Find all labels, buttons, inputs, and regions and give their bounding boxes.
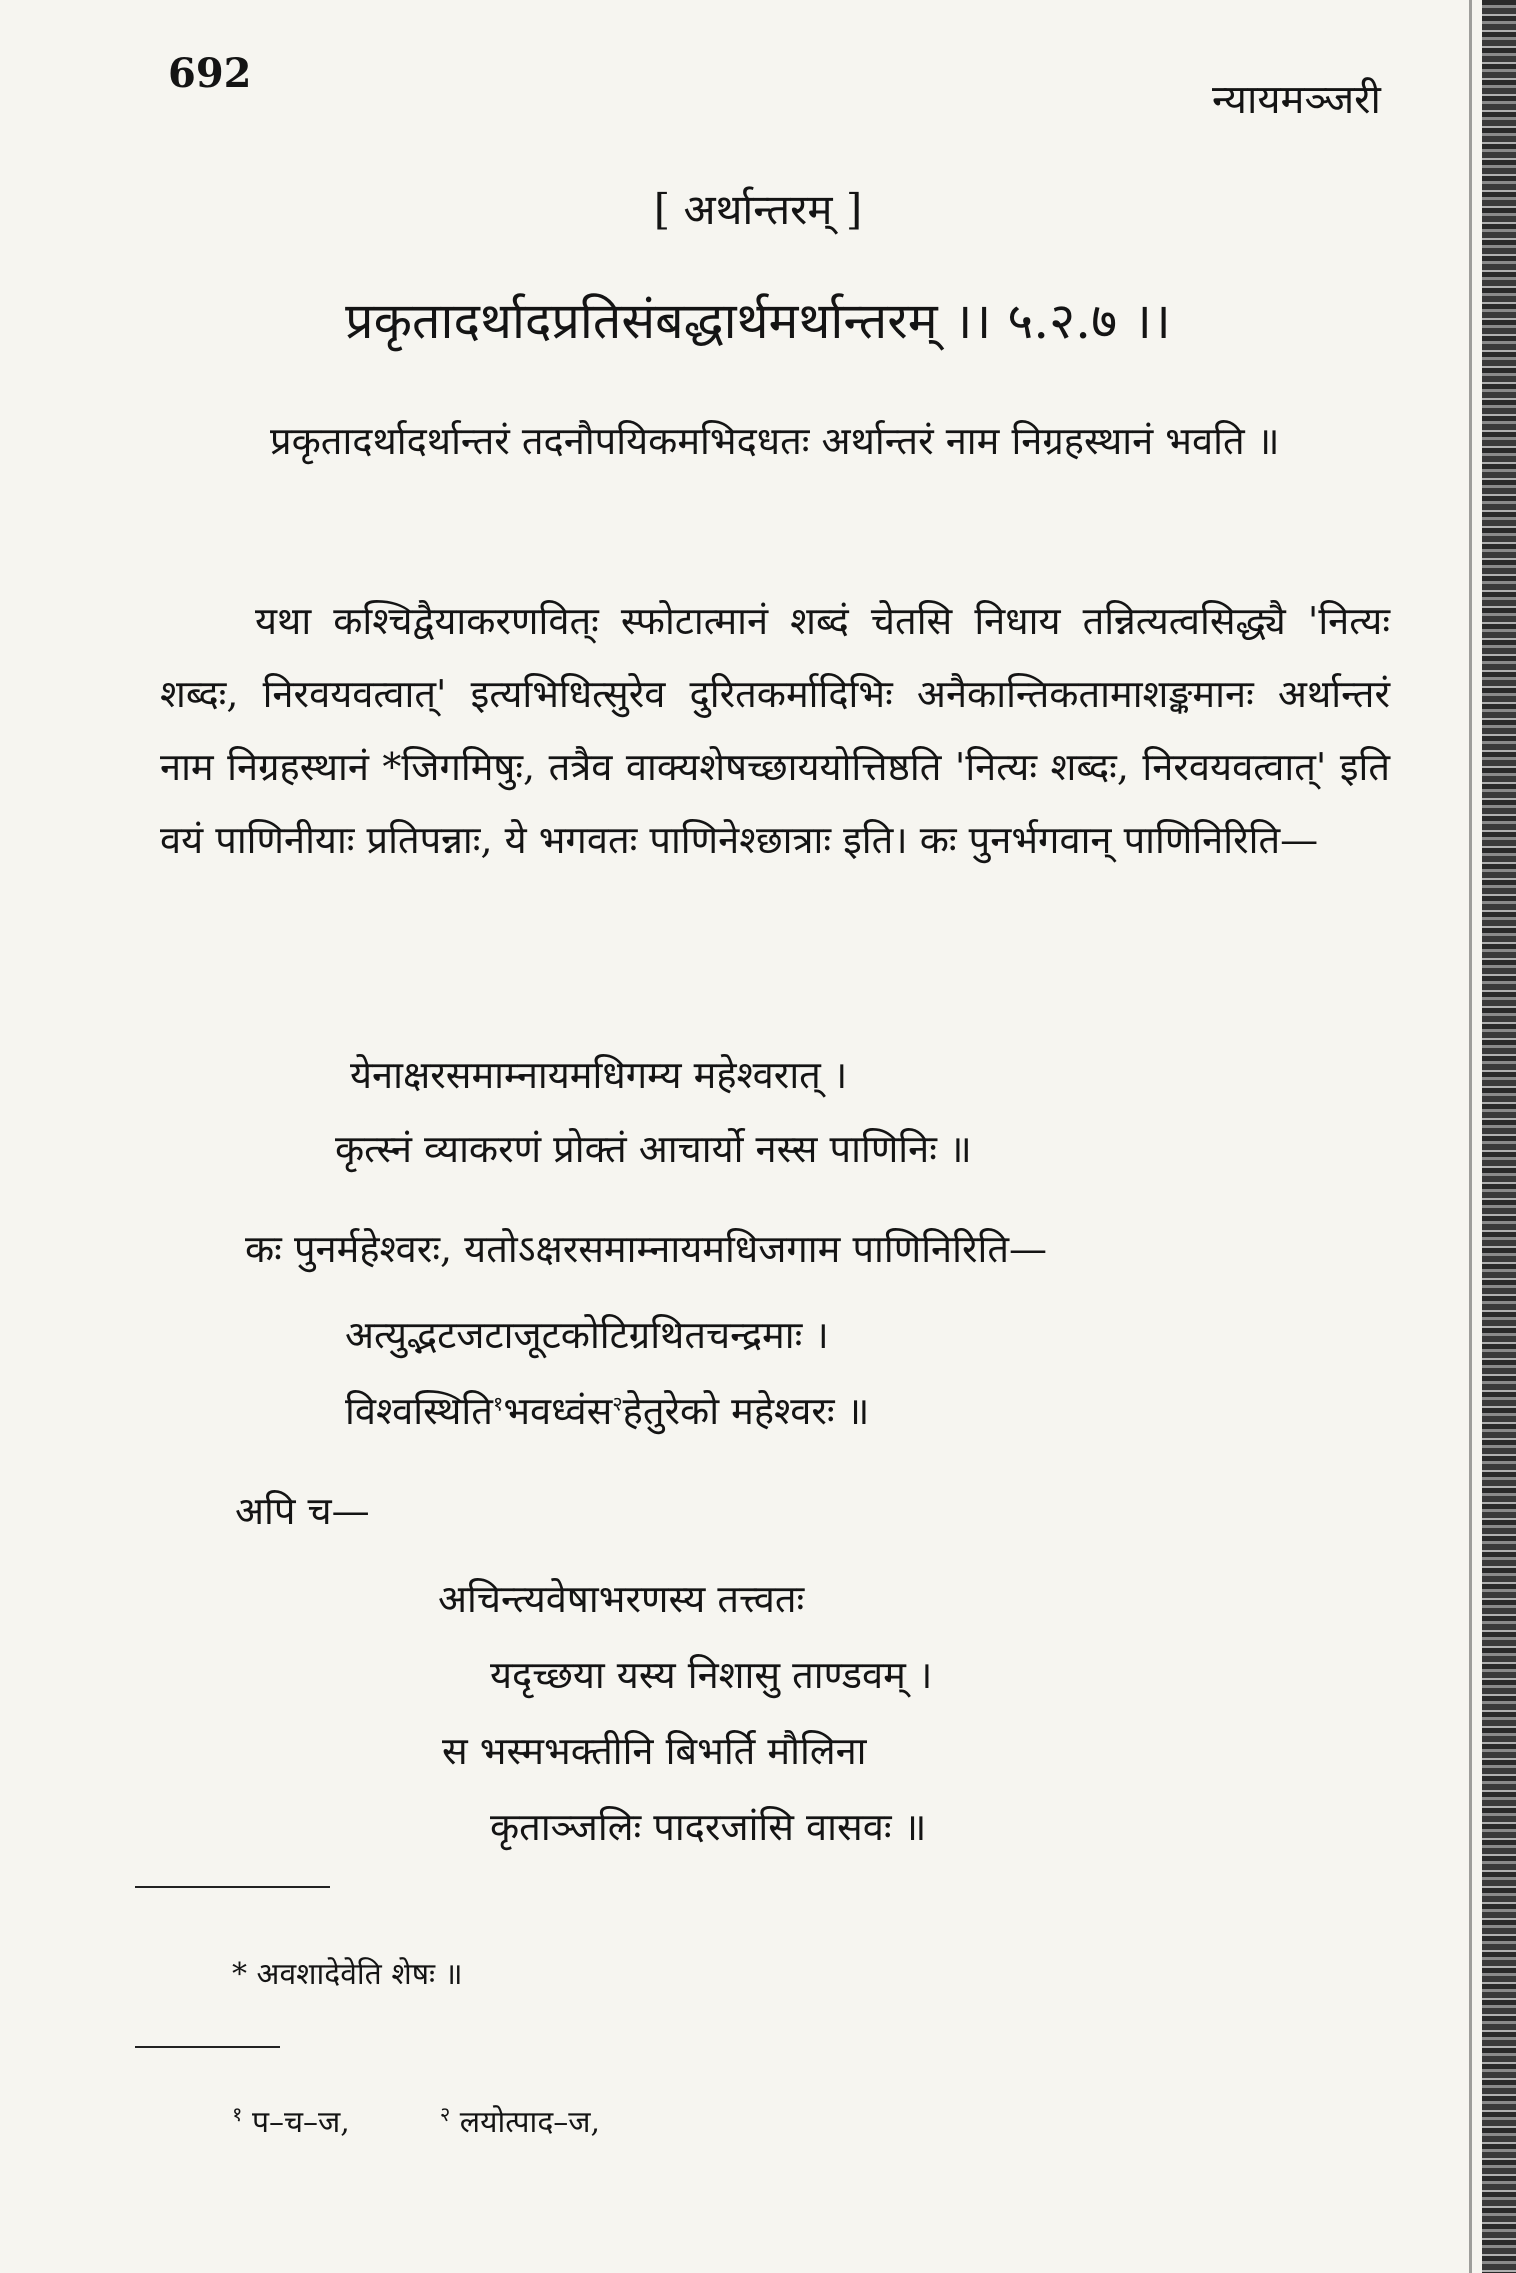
- footnote-ref-1: १: [492, 1391, 504, 1416]
- paragraph-3: कः पुनर्महेश्वरः, यतोऽक्षरसमाम्नायमधिजगाम पाणिनिरिति—: [245, 1227, 1048, 1271]
- verse-1-line-2: कृत्स्नं व्याकरणं प्रोक्तं आचार्यो नस्स पाणिनिः ॥: [335, 1127, 972, 1171]
- page-number: 692: [168, 50, 252, 97]
- verse-3-line-2: यदृच्छया यस्य निशासु ताण्डवम् ।: [490, 1653, 933, 1697]
- verse-2-line-2: [345, 1384, 869, 1436]
- verse-3-line-1: अचिन्त्यवेषाभरणस्य तत्त्वतः: [438, 1577, 805, 1621]
- running-title: न्यायमञ्जरी: [1212, 77, 1381, 123]
- footnote-1-text: प–च–ज,: [251, 2105, 350, 2140]
- verse-1-line-1: येनाक्षरसमाम्नायमधिगम्य महेश्वरात् ।: [350, 1053, 848, 1097]
- footnote-rule-2: [135, 2046, 280, 2048]
- paragraph-2: यथा कश्चिद्वैयाकरणवित्ः स्फोटात्मानं शब्दं चेतसि निधाय तन्नित्यत्वसिद्ध्यै 'नित्यः शब्दः, निरवयवत्वात्' इत्यभिधित्सुरेव दुरितकर्मादिभिः अनैकान्तिकतामाशङ्कमानः अर्थान्तरं नाम निग्रहस्थानं *जिगमिषुः, तत्रैव वाक्यशेषच्छाययोत्तिष्ठति 'नित्यः शब्दः, निरवयवत्वात्' इति वयं पाणिनीयाः प्रतिपन्नाः, ये भगवतः पाणिनेश्छात्राः इति। कः पुनर्भगवान् पाणिनिरिति—: [160, 599, 1390, 862]
- footnote-star: * अवशादेवेति शेषः ॥: [232, 1957, 463, 1992]
- footnote-rule-1: [135, 1886, 330, 1888]
- verse-2-line-2-part-c: हेतुरेको महेश्वरः ॥: [622, 1389, 870, 1433]
- footnote-ref-2: २: [612, 1391, 623, 1416]
- footnote-2-marker: २: [439, 2102, 451, 2126]
- sutra-text: प्रकृतादर्थादप्रतिसंबद्धार्थमर्थान्तरम् ।। ५.२.७ ।।: [345, 292, 1171, 350]
- verse-3-line-4: कृताञ्जलिः पादरजांसि वासवः ॥: [490, 1805, 927, 1849]
- verse-2-line-2-part-b: भवध्वंस: [503, 1389, 613, 1433]
- verse-2-line-1: अत्युद्भटजटाजूटकोटिग्रथितचन्द्रमाः ।: [345, 1313, 829, 1357]
- footnote-1-marker: १: [232, 2102, 243, 2126]
- verse-2-line-2-part-a: विश्वस्थिति: [345, 1389, 493, 1433]
- paragraph-4: अपि च—: [235, 1489, 370, 1533]
- footnote-2-text: लयोत्पाद–ज,: [459, 2105, 601, 2140]
- verse-3-line-3: स भस्मभक्तीनि बिभर्ति मौलिना: [442, 1729, 867, 1773]
- section-title: [ अर्थान्तरम् ]: [653, 185, 863, 234]
- footnote-numbered: [232, 2100, 600, 2141]
- paragraph-1: प्रकृतादर्थादर्थान्तरं तदनौपयिकमभिदधतः अर्थान्तरं नाम निग्रहस्थानं भवति ॥: [270, 419, 1280, 463]
